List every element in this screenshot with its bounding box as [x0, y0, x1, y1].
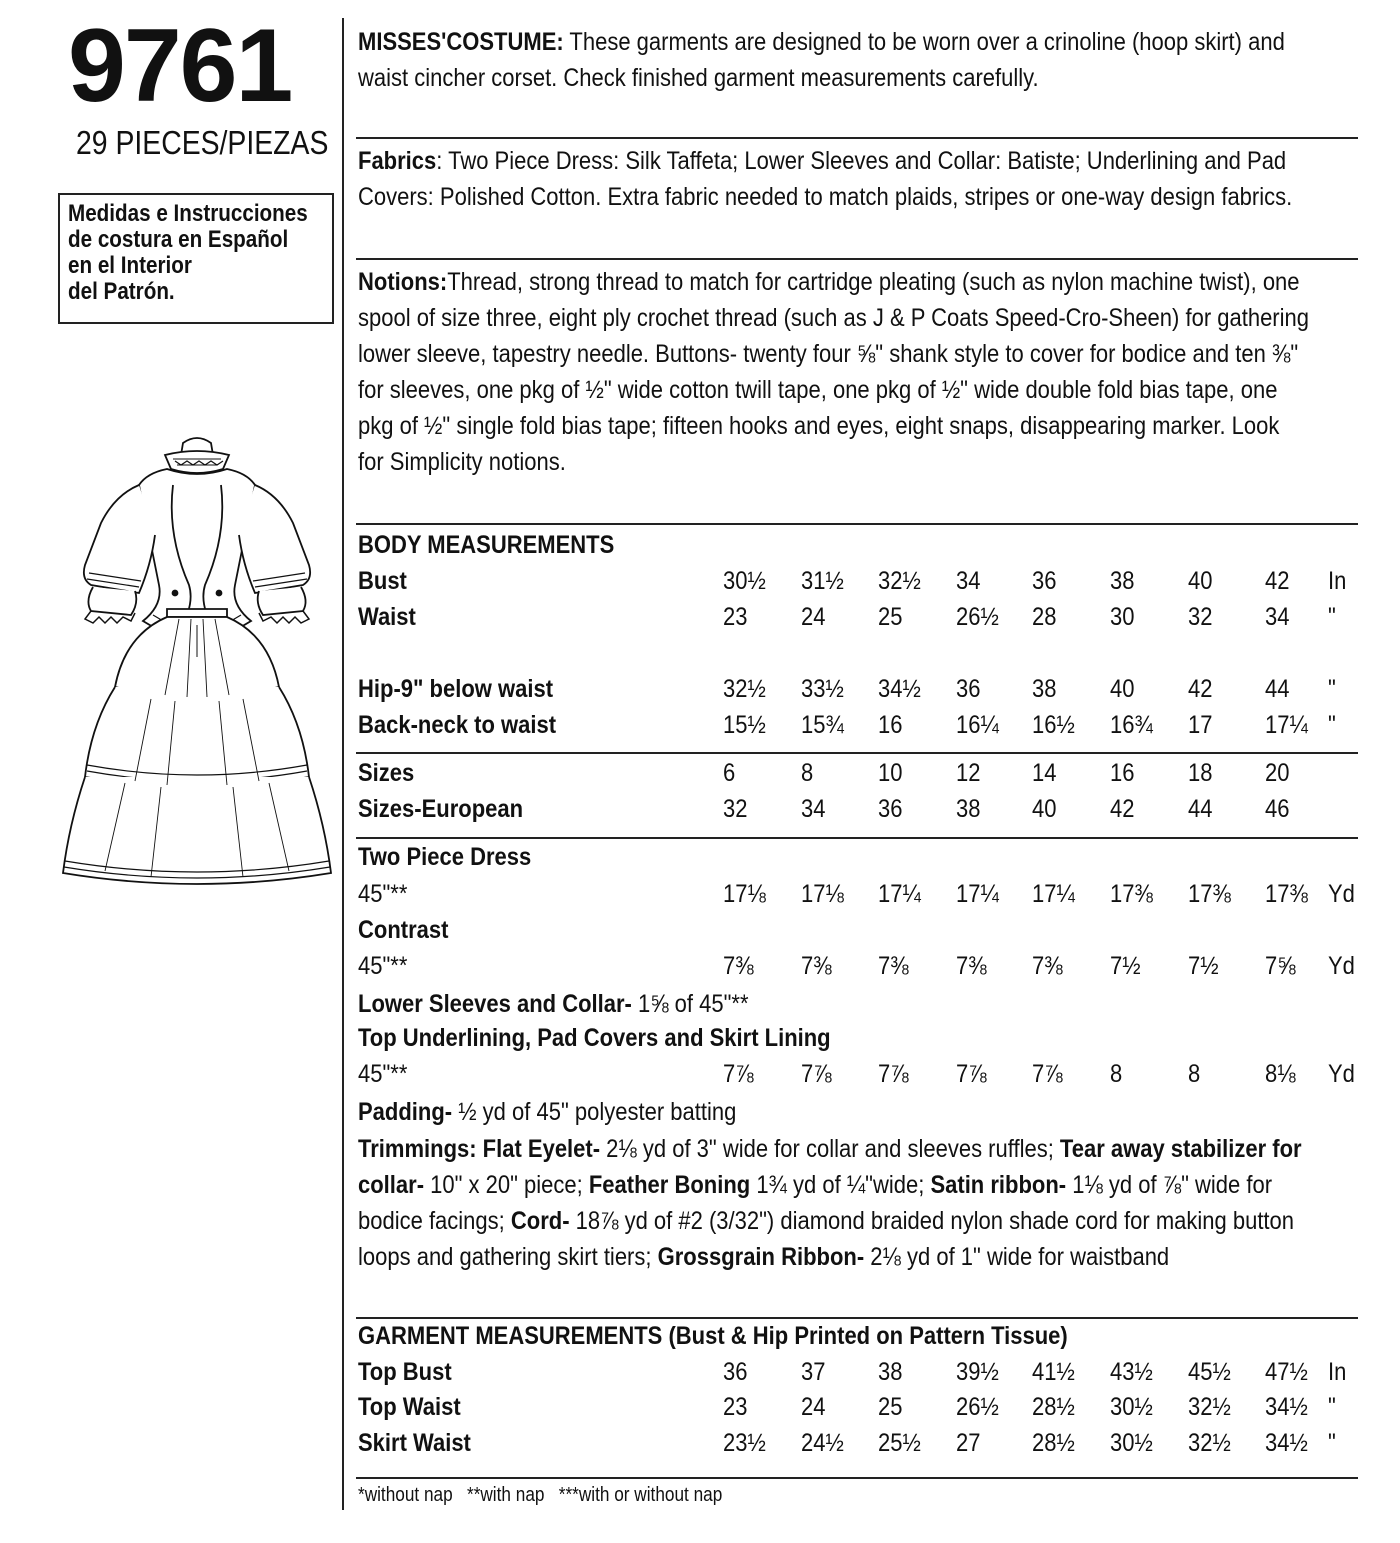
top-bust-row-value-6: 43½ [1110, 1358, 1153, 1386]
trimmings-line-2 [358, 1167, 1348, 1203]
sizes-european-row-value-7: 44 [1188, 795, 1213, 823]
two-piece-dress-row-value-8: 17⅜ [1265, 880, 1308, 908]
sizes-european-label: Sizes-European [358, 795, 524, 823]
underlining-width: 45"** [358, 1060, 408, 1088]
bust-row-value-6: 38 [1110, 567, 1135, 595]
boning-label: Feather Boning [588, 1171, 751, 1199]
notions-line-4: for sleeves, one pkg of ½" wide cotton twill tape, one pkg of ½" wide double fold bias tape, one [358, 376, 1278, 404]
top-bust-row-value-5: 41½ [1032, 1358, 1075, 1386]
sizes-european-row-value-8: 46 [1265, 795, 1290, 823]
trimmings-label: Trimmings: Flat Eyelet- [358, 1135, 601, 1163]
underlining-row-value-5: 7⅞ [1032, 1060, 1063, 1088]
skirt-waist-row-value-7: 32½ [1188, 1429, 1231, 1457]
sizes-row-value-1: 6 [723, 759, 736, 787]
waist-row-value-1: 23 [723, 603, 748, 631]
two-piece-dress-row-value-6: 17⅜ [1110, 880, 1153, 908]
skirt-waist-row-value-4: 27 [956, 1429, 981, 1457]
fabrics-label: Fabrics [358, 147, 437, 175]
contrast-row-value-2: 7⅜ [801, 952, 832, 980]
sizes-row-value-8: 20 [1265, 759, 1290, 787]
lower-sleeves-label: Lower Sleeves and Collar- [358, 990, 632, 1018]
notions-line-3: lower sleeve, tapestry needle. Buttons- twenty four ⅝" shank style to cover for bodice and ten ⅜" [358, 340, 1299, 368]
waist-row-value-5: 28 [1032, 603, 1057, 631]
contrast-width: 45"** [358, 952, 408, 980]
notions-text-1: Thread, strong thread to match for cartridge pleating (such as nylon machine twist), one [447, 268, 1300, 296]
sizes-european-row-value-3: 36 [878, 795, 903, 823]
hip-row-value-6: 40 [1110, 675, 1135, 703]
bust-row-value-5: 36 [1032, 567, 1057, 595]
cord-label: Cord- [510, 1207, 570, 1235]
waist-row-value-3: 25 [878, 603, 903, 631]
bust-row-value-8: 42 [1265, 567, 1290, 595]
hip-row-value-2: 33½ [801, 675, 844, 703]
body-measurements-title: BODY MEASUREMENTS [358, 531, 615, 559]
fabrics-text-1: : Two Piece Dress: Silk Taffeta; Lower Sleeves and Collar: Batiste; Underlining and Pad [436, 147, 1287, 175]
divider-5 [356, 837, 1358, 839]
trimmings-line-3 [358, 1203, 1348, 1239]
top-bust-row-value-2: 37 [801, 1358, 826, 1386]
trimmings-text-2: 10" x 20" piece; [424, 1171, 589, 1199]
top-waist-row-value-6: 30½ [1110, 1393, 1153, 1421]
two-piece-dress-row-value-1: 17⅛ [723, 880, 766, 908]
back-neck-row-value-2: 15¾ [801, 711, 844, 739]
costume-illustration [55, 425, 340, 895]
waist-row-value-7: 32 [1188, 603, 1213, 631]
satin-ribbon-label: Satin ribbon- [930, 1171, 1067, 1199]
two-piece-dress-row-value-4: 17¼ [956, 880, 999, 908]
top-waist-row-value-4: 26½ [956, 1393, 999, 1421]
waist-label: Waist [358, 603, 416, 631]
padding-text: ½ yd of 45" polyester batting [452, 1098, 737, 1126]
skirt-waist-row-value-8: 34½ [1265, 1429, 1308, 1457]
top-bust-row-value-3: 38 [878, 1358, 903, 1386]
contrast-row-value-7: 7½ [1188, 952, 1219, 980]
sizes-european-row-value-6: 42 [1110, 795, 1135, 823]
column-divider [342, 18, 344, 1510]
hip-row-value-1: 32½ [723, 675, 766, 703]
divider-2 [356, 258, 1358, 260]
footnote: *without nap **with nap ***with or without nap [358, 1484, 723, 1506]
skirt-waist-row-value-1: 23½ [723, 1429, 766, 1457]
trimmings-line-4 [358, 1239, 1348, 1275]
trimmings-text-3: 1¾ yd of ¼"wide; [750, 1171, 931, 1199]
top-bust-label: Top Bust [358, 1358, 452, 1386]
skirt-waist-row-value-2: 24½ [801, 1429, 844, 1457]
underlining-row-value-1: 7⅞ [723, 1060, 754, 1088]
top-waist-row-value-7: 32½ [1188, 1393, 1231, 1421]
underlining-row-value-6: 8 [1110, 1060, 1123, 1088]
description-text-1: These garments are designed to be worn over a crinoline (hoop skirt) and [569, 28, 1285, 56]
spanish-instructions-box [58, 193, 334, 324]
top-waist-row-value-1: 23 [723, 1393, 748, 1421]
top-bust-row-value-1: 36 [723, 1358, 748, 1386]
contrast-row-value-5: 7⅜ [1032, 952, 1063, 980]
waist-row-value-6: 30 [1110, 603, 1135, 631]
sizes-row-value-3: 10 [878, 759, 903, 787]
spanish-note-line-2: de costura en Español [68, 226, 289, 253]
sizes-row-value-2: 8 [801, 759, 814, 787]
back-neck-row-value-7: 17 [1188, 711, 1213, 739]
two-piece-dress-row-unit: Yd [1328, 880, 1355, 908]
trimmings-text-8: 2⅛ yd of 1" wide for waistband [864, 1243, 1170, 1271]
waist-row-value-4: 26½ [956, 603, 999, 631]
top-bust-row-value-8: 47½ [1265, 1358, 1308, 1386]
hip-row-value-8: 44 [1265, 675, 1290, 703]
back-neck-row-value-6: 16¾ [1110, 711, 1153, 739]
description-line-1 [358, 24, 1348, 60]
skirt-waist-row-value-6: 30½ [1110, 1429, 1153, 1457]
contrast-row-value-4: 7⅜ [956, 952, 987, 980]
contrast-row-unit: Yd [1328, 952, 1355, 980]
bust-row-unit: In [1328, 567, 1347, 595]
trimmings-text-7: loops and gathering skirt tiers; [358, 1243, 658, 1271]
trimmings-text-6: 18⅞ yd of #2 (3/32") diamond braided nylon shade cord for making button [569, 1207, 1295, 1235]
two-piece-dress-row-value-7: 17⅜ [1188, 880, 1231, 908]
lower-sleeves-line [358, 986, 1348, 1022]
contrast-row-value-1: 7⅜ [723, 952, 754, 980]
back-neck-row-unit: " [1328, 711, 1336, 739]
spanish-note-line-1: Medidas e Instrucciones [68, 200, 308, 227]
top-bust-row-unit: In [1328, 1358, 1347, 1386]
two-piece-dress-row-value-5: 17¼ [1032, 880, 1075, 908]
two-piece-dress-label: Two Piece Dress [358, 843, 532, 871]
trimmings-line-1 [358, 1131, 1348, 1167]
bust-row-value-1: 30½ [723, 567, 766, 595]
top-bust-row-value-4: 39½ [956, 1358, 999, 1386]
underlining-label: Top Underlining, Pad Covers and Skirt Lining [358, 1024, 831, 1052]
skirt-waist-label: Skirt Waist [358, 1429, 471, 1457]
spanish-note-line-4: del Patrón. [68, 278, 175, 305]
lower-sleeves-text: 1⅝ of 45"** [631, 990, 749, 1018]
sizes-row-value-4: 12 [956, 759, 981, 787]
divider-1 [356, 137, 1358, 139]
description-label: MISSES'COSTUME: [358, 28, 564, 56]
bust-row-value-3: 32½ [878, 567, 921, 595]
trimmings-text-4: 1⅛ yd of ⅞" wide for [1066, 1171, 1273, 1199]
notions-line-2: spool of size three, eight ply crochet thread (such as J & P Coats Speed-Cro-Sheen) for gathering [358, 304, 1310, 332]
top-waist-row-unit: " [1328, 1393, 1336, 1421]
back-neck-label: Back-neck to waist [358, 711, 557, 739]
underlining-row-value-3: 7⅞ [878, 1060, 909, 1088]
skirt-waist-row-value-5: 28½ [1032, 1429, 1075, 1457]
padding-label: Padding- [358, 1098, 453, 1126]
two-piece-dress-row-value-2: 17⅛ [801, 880, 844, 908]
hip-label: Hip-9" below waist [358, 675, 554, 703]
sizes-row-value-6: 16 [1110, 759, 1135, 787]
two-piece-dress-row-value-3: 17¼ [878, 880, 921, 908]
top-waist-label: Top Waist [358, 1393, 461, 1421]
contrast-row-value-8: 7⅝ [1265, 952, 1296, 980]
waist-row-value-8: 34 [1265, 603, 1290, 631]
sizes-row-value-7: 18 [1188, 759, 1213, 787]
divider-7 [356, 1477, 1358, 1479]
sizes-european-row-value-2: 34 [801, 795, 826, 823]
hip-row-value-7: 42 [1188, 675, 1213, 703]
underlining-row-value-8: 8⅛ [1265, 1060, 1296, 1088]
skirt-waist-row-unit: " [1328, 1429, 1336, 1457]
underlining-row-value-2: 7⅞ [801, 1060, 832, 1088]
hip-row-value-5: 38 [1032, 675, 1057, 703]
description-line-2 [358, 60, 1348, 96]
fabrics-line-1 [358, 143, 1348, 179]
description-text-2: waist cincher corset. Check finished garment measurements carefully. [358, 64, 1039, 92]
bust-label: Bust [358, 567, 407, 595]
two-piece-dress-width: 45"** [358, 880, 408, 908]
divider-3 [356, 523, 1358, 525]
back-neck-row-value-4: 16¼ [956, 711, 999, 739]
sizes-row-value-5: 14 [1032, 759, 1057, 787]
underlining-row-unit: Yd [1328, 1060, 1355, 1088]
back-neck-row-value-8: 17¼ [1265, 711, 1308, 739]
sizes-label: Sizes [358, 759, 415, 787]
spanish-note-line-3: en el Interior [68, 252, 192, 279]
hip-row-unit: " [1328, 675, 1336, 703]
contrast-row-value-3: 7⅜ [878, 952, 909, 980]
underlining-row-value-7: 8 [1188, 1060, 1201, 1088]
bust-row-value-7: 40 [1188, 567, 1213, 595]
divider-4 [356, 752, 1358, 754]
bust-row-value-4: 34 [956, 567, 981, 595]
notions-line-1 [358, 264, 1348, 300]
trimmings-text-5: bodice facings; [358, 1207, 511, 1235]
sizes-european-row-value-5: 40 [1032, 795, 1057, 823]
grosgrain-label: Grossgrain Ribbon- [657, 1243, 865, 1271]
skirt-waist-row-value-3: 25½ [878, 1429, 921, 1457]
top-waist-row-value-3: 25 [878, 1393, 903, 1421]
pattern-number: 9761 [68, 8, 292, 124]
notions-line-5: pkg of ½" single fold bias tape; fifteen hooks and eyes, eight snaps, disappearing marker. Look [358, 412, 1280, 440]
top-waist-row-value-5: 28½ [1032, 1393, 1075, 1421]
top-waist-row-value-2: 24 [801, 1393, 826, 1421]
trimmings-text-1: 2⅛ yd of 3" wide for collar and sleeves ruffles; [600, 1135, 1060, 1163]
bust-row-value-2: 31½ [801, 567, 844, 595]
pieces-count: 29 PIECES/PIEZAS [76, 124, 329, 161]
top-waist-row-value-8: 34½ [1265, 1393, 1308, 1421]
contrast-label: Contrast [358, 916, 449, 944]
notions-label: Notions: [358, 268, 448, 296]
back-neck-row-value-3: 16 [878, 711, 903, 739]
back-neck-row-value-5: 16½ [1032, 711, 1075, 739]
back-neck-row-value-1: 15½ [723, 711, 766, 739]
hip-row-value-4: 36 [956, 675, 981, 703]
contrast-row-value-6: 7½ [1110, 952, 1141, 980]
hip-row-value-3: 34½ [878, 675, 921, 703]
padding-line [358, 1094, 1348, 1130]
waist-row-value-2: 24 [801, 603, 826, 631]
stabilizer-label: Tear away stabilizer for [1059, 1135, 1302, 1163]
fabrics-line-2 [358, 179, 1348, 215]
collar-label: collar- [358, 1171, 425, 1199]
top-bust-row-value-7: 45½ [1188, 1358, 1231, 1386]
underlining-row-value-4: 7⅞ [956, 1060, 987, 1088]
sizes-european-row-value-1: 32 [723, 795, 748, 823]
waist-row-unit: " [1328, 603, 1336, 631]
notions-line-6: for Simplicity notions. [358, 448, 566, 476]
sizes-european-row-value-4: 38 [956, 795, 981, 823]
fabrics-text-2: Covers: Polished Cotton. Extra fabric needed to match plaids, stripes or one-way design fabrics. [358, 183, 1293, 211]
divider-6 [356, 1317, 1358, 1319]
garment-measurements-title: GARMENT MEASUREMENTS (Bust & Hip Printed on Pattern Tissue) [358, 1322, 1068, 1350]
